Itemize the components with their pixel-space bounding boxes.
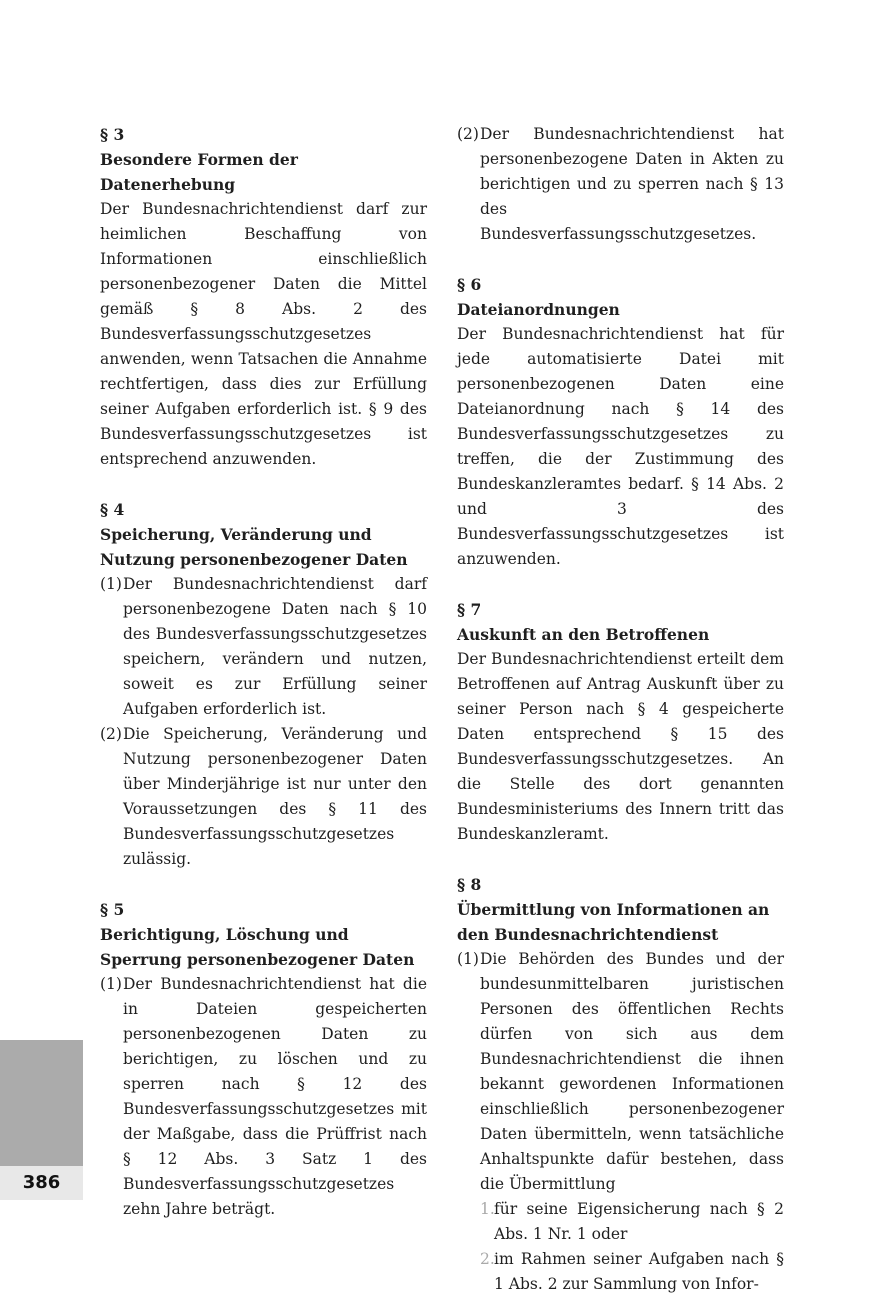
section-number: § 8 bbox=[457, 875, 482, 894]
section-4 bbox=[100, 497, 427, 872]
section-title: Besondere Formen der Datenerhebung bbox=[100, 150, 298, 194]
section-text: Der Bundesnachrichtendienst darf zur heimlichen Beschaffung von Informationen einschließlich personenbezogener Daten die Mittel gemäß § 8 Abs. 2 des Bundesverfassungsschutzgesetzes anwenden, wenn Tatsachen die Annahme rechtfertigen, dass dies zur Erfüllung seiner Aufgaben erforderlich ist. § 9 des Bundesverfassungsschutzgesetzes ist entsprechend anzuwenden. bbox=[100, 200, 427, 468]
item-text: Der Bundesnachrichtendienst hat personenbezogene Daten in Akten zu berichtigen und zu sperren nach § 13 des Bundesverfassungsschutzgesetzes. bbox=[480, 125, 784, 243]
section-text: Der Bundesnachrichtendienst erteilt dem Betroffenen auf Antrag Auskunft über zu seiner Person nach § 4 gespeicherte Daten entsprechend § 15 des Bundesverfassungsschutzgesetzes. An die Stelle des dort genannten Bundesministeriums des Innern tritt das Bundeskanzleramt. bbox=[457, 650, 784, 843]
section-3 bbox=[100, 122, 427, 472]
item-marker: (1) bbox=[100, 975, 122, 993]
paragraph-item bbox=[100, 972, 427, 1222]
section-6 bbox=[457, 272, 784, 572]
paragraph-item bbox=[100, 572, 427, 722]
left-column bbox=[100, 122, 427, 1222]
list-number: 2. bbox=[480, 1250, 495, 1268]
section-number: § 4 bbox=[100, 500, 125, 519]
section-number: § 3 bbox=[100, 125, 125, 144]
paragraph-item bbox=[100, 722, 427, 872]
paragraph-item bbox=[457, 947, 784, 1197]
section-title: Speicherung, Veränderung und Nutzung personenbezogener Daten bbox=[100, 525, 408, 569]
item-text: Der Bundesnachrichtendienst hat die in Dateien gespeicherten personenbezogenen Daten zu berichtigen, zu löschen und zu sperren nach § 12 des Bundesverfassungsschutzgesetzes mit der Maßgabe, dass die Prüffrist nach § 12 Abs. 3 Satz 1 des Bundesverfassungsschutzgesetzes zehn Jahre beträgt. bbox=[123, 975, 427, 1218]
item-text: Der Bundesnachrichtendienst darf personenbezogene Daten nach § 10 des Bundesverfassungsschutzgesetzes speichern, verändern und nutzen, soweit es zur Erfüllung seiner Aufgaben erforderlich ist. bbox=[123, 575, 427, 718]
list-item bbox=[457, 1247, 784, 1297]
section-number: § 7 bbox=[457, 600, 482, 619]
page-number: 386 bbox=[0, 1166, 83, 1200]
section-text: Der Bundesnachrichtendienst hat für jede automatisierte Datei mit personenbezogenen Daten eine Dateianordnung nach § 14 des Bundesverfassungsschutzgesetzes zu treffen, die der Zustimmung des Bundeskanzleramtes bedarf. § 14 Abs. 2 und 3 des Bundesverfassungsschutzgesetzes ist anzuwenden. bbox=[457, 325, 784, 568]
section-title: Dateianordnungen bbox=[457, 300, 620, 319]
list-text: für seine Eigensicherung nach § 2 Abs. 1 Nr. 1 oder bbox=[494, 1200, 784, 1243]
section-7 bbox=[457, 597, 784, 847]
right-column bbox=[457, 122, 784, 1297]
list-item bbox=[457, 1197, 784, 1247]
page-tab bbox=[0, 1040, 83, 1166]
section-title: Übermittlung von Informationen an den Bundesnachrichtendienst bbox=[457, 900, 770, 944]
item-marker: (1) bbox=[100, 575, 122, 593]
paragraph-item bbox=[457, 122, 784, 247]
list-text: im Rahmen seiner Aufgaben nach § 1 Abs. 2 zur Sammlung von Infor- bbox=[494, 1250, 784, 1293]
section-5 bbox=[100, 897, 427, 1222]
section-5-continued bbox=[457, 122, 784, 247]
item-text: Die Behörden des Bundes und der bundesunmittelbaren juristischen Personen des öffentlichen Rechts dürfen von sich aus dem Bundesnachrichtendienst die ihnen bekannt gewordenen Informationen einschließlich personenbezogener Daten übermitteln, wenn tatsächliche Anhaltspunkte dafür bestehen, dass die Übermittlung bbox=[480, 950, 784, 1193]
item-marker: (2) bbox=[457, 125, 479, 143]
item-marker: (1) bbox=[457, 950, 479, 968]
section-8 bbox=[457, 872, 784, 1297]
item-text: Die Speicherung, Veränderung und Nutzung personenbezogener Daten über Minderjährige ist nur unter den Voraussetzungen des § 11 des Bundesverfassungsschutzgesetzes zulässig. bbox=[123, 725, 427, 868]
item-marker: (2) bbox=[100, 725, 122, 743]
section-title: Auskunft an den Betroffenen bbox=[457, 625, 710, 644]
section-title: Berichtigung, Löschung und Sperrung personenbezogener Daten bbox=[100, 925, 415, 969]
section-number: § 5 bbox=[100, 900, 125, 919]
list-number: 1. bbox=[480, 1200, 495, 1218]
section-number: § 6 bbox=[457, 275, 482, 294]
